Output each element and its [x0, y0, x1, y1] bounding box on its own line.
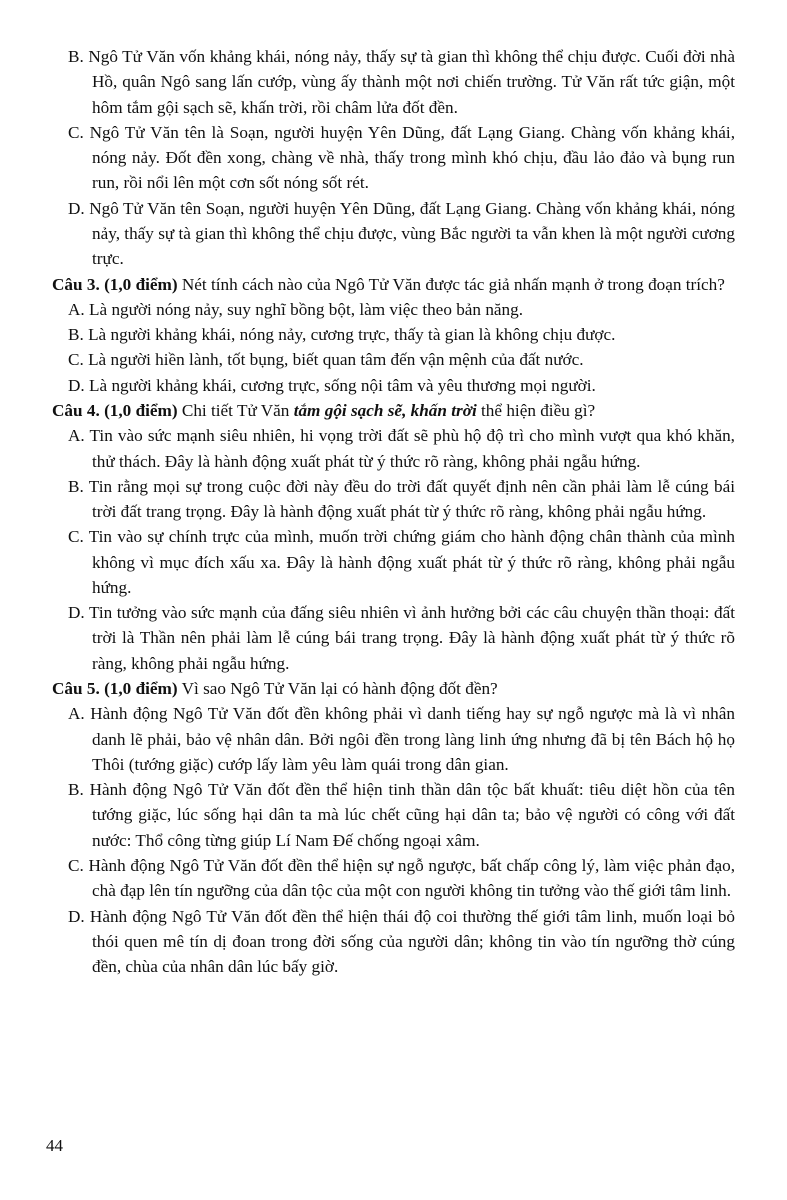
question-number: Câu 5. [52, 679, 100, 699]
option-text: Tin vào sự chính trực của mình, muốn trời chứng giám cho hành động chân thành của mình không vì mục đích xấu xa. Đây là hành động xuất phát từ ý thức rõ ràng, không phải ngẫu hứng. [88, 527, 735, 597]
option-label: C. [68, 527, 84, 547]
option-label: B. [68, 780, 84, 800]
option-label: D. [68, 906, 85, 926]
option-text: Ngô Tử Văn tên là Soạn, người huyện Yên Dũng, đất Lạng Giang. Chàng vốn khảng khái, nóng nảy. Đốt đền xong, chàng về nhà, thấy trong mình khó chịu, đầu lảo đảo và bụng run run, rồi nổi lên một cơn sốt nóng sốt rét. [89, 122, 735, 193]
answer-option[interactable] [52, 600, 735, 676]
option-text: Hành động Ngô Tử Văn đốt đền không phải vì danh tiếng hay sự ngỗ ngược mà là vì nhân danh lẽ phải, bảo vệ nhân dân. Bởi ngôi đền trong làng linh ứng nhưng đã bị tên Bách hộ họ Thôi (tướng giặc) cướp lấy làm yêu làm quái trong dân gian. [90, 704, 735, 774]
option-label: D. [68, 603, 85, 623]
option-label: C. [68, 856, 84, 875]
answer-option[interactable] [52, 524, 735, 600]
answer-option[interactable] [52, 853, 735, 904]
option-label: A. [68, 299, 85, 319]
option-label: B. [68, 325, 84, 345]
option-text: Tin vào sức mạnh siêu nhiên, hi vọng trời đất sẽ phù hộ độ trì cho mình vượt qua khó khăn, thử thách. Đây là hành động xuất phát từ ý thức rõ ràng, không phải ngẫu hứng. [89, 426, 735, 471]
question-text-after: thể hiện điều gì? [476, 400, 596, 420]
answer-option[interactable] [52, 777, 735, 853]
option-text: Hành động Ngô Tử Văn đốt đền thể hiện sự ngỗ ngược, bất chấp công lý, làm việc phản đạo, chà đạp lên tín ngưỡng của dân tộc của một con người không tin tưởng vào thế giới tâm linh. [88, 856, 735, 901]
question-score: (1,0 điểm) [104, 400, 178, 420]
answer-option[interactable] [52, 347, 735, 372]
option-text: Ngô Tử Văn vốn khảng khái, nóng nảy, thấy sự tà gian thì không thể chịu được. Cuối đời nhà Hồ, quân Ngô sang lấn cướp, vùng ấy thành một nơi chiến trường. Tử Văn rất tức giận, một hôm tắm gội sạch sẽ, khấn trời, rồi châm lửa đốt đền. [88, 47, 736, 117]
question-emphasis: tắm gội sạch sẽ, khấn trời [293, 400, 477, 420]
option-label: B. [68, 47, 84, 66]
question-text: Chi tiết Tử Văn [181, 400, 294, 420]
option-label: C. [68, 350, 84, 370]
question-score: (1,0 điểm) [104, 274, 178, 294]
answer-option[interactable] [52, 423, 735, 474]
answer-option[interactable] [52, 44, 735, 120]
page-number: 44 [46, 1136, 63, 1155]
option-text: Tin rằng mọi sự trong cuộc đời này đều do trời đất quyết định nên cần phải làm lễ cúng bái trời đất trang trọng. Đây là hành động xuất phát từ ý thức rõ ràng, không phải ngẫu hứng. [88, 476, 735, 522]
exam-question-content [52, 44, 735, 979]
option-label: A. [68, 704, 85, 724]
answer-option[interactable] [52, 904, 735, 980]
question-number: Câu 3. [52, 274, 100, 294]
option-label: D. [68, 375, 85, 395]
option-text: Ngô Tử Văn tên Soạn, người huyện Yên Dũng, đất Lạng Giang. Chàng vốn khảng khái, nóng nảy, thấy sự tà gian thì không thể chịu được, vùng Bắc người ta vẫn khen là một người cương trực. [89, 198, 736, 269]
answer-option[interactable] [52, 474, 735, 525]
question-heading [52, 676, 735, 701]
answer-option[interactable] [52, 322, 735, 347]
option-text: Là người hiền lành, tốt bụng, biết quan tâm đến vận mệnh của đất nước. [88, 350, 584, 370]
option-label: C. [68, 122, 84, 142]
option-label: D. [68, 198, 85, 218]
answer-option[interactable] [52, 297, 735, 322]
answer-option[interactable] [52, 373, 735, 398]
option-text: Hành động Ngô Tử Văn đốt đền thể hiện thái độ coi thường thế giới tâm linh, muốn loại bỏ thói quen mê tín dị đoan trong đời sống của người dân; không tin vào tín ngưỡng thờ cúng đền, chùa của nhân dân lúc bấy giờ. [89, 906, 736, 977]
question-score: (1,0 điểm) [104, 679, 178, 699]
question-text: Nét tính cách nào của Ngô Tử Văn được tác giả nhấn mạnh ở trong đoạn trích? [181, 274, 725, 294]
option-text: Hành động Ngô Tử Văn đốt đền thể hiện tinh thần dân tộc bất khuất: tiêu diệt hồn của tên tướng giặc, lúc sống hại dân ta mà lúc chết cũng hại dân ta; bảo vệ người có công với đất nước: Thổ công từng giúp Lí Nam Đế chống ngoại xâm. [89, 780, 735, 850]
question-number: Câu 4. [52, 400, 100, 420]
question-heading [52, 398, 735, 423]
option-label: B. [68, 476, 84, 496]
answer-option[interactable] [52, 120, 735, 196]
answer-option[interactable] [52, 196, 735, 272]
option-label: A. [68, 426, 85, 446]
option-text: Là người khảng khái, cương trực, sống nội tâm và yêu thương mọi người. [89, 375, 596, 395]
answer-option[interactable] [52, 701, 735, 777]
option-text: Là người khảng khái, nóng nảy, cương trực, thấy tà gian là không chịu được. [88, 325, 616, 345]
question-heading [52, 272, 735, 297]
option-text: Là người nóng nảy, suy nghĩ bồng bột, làm việc theo bản năng. [89, 299, 524, 319]
option-text: Tin tưởng vào sức mạnh của đấng siêu nhiên vì ảnh hưởng bởi các câu chuyện thần thoại: đất trời là Thần nên phải làm lễ cúng bái trang trọng. Đây là hành động xuất phát từ ý thức rõ ràng, không phải ngẫu hứng. [88, 603, 735, 673]
question-text: Vì sao Ngô Tử Văn lại có hành động đốt đền? [181, 679, 498, 699]
